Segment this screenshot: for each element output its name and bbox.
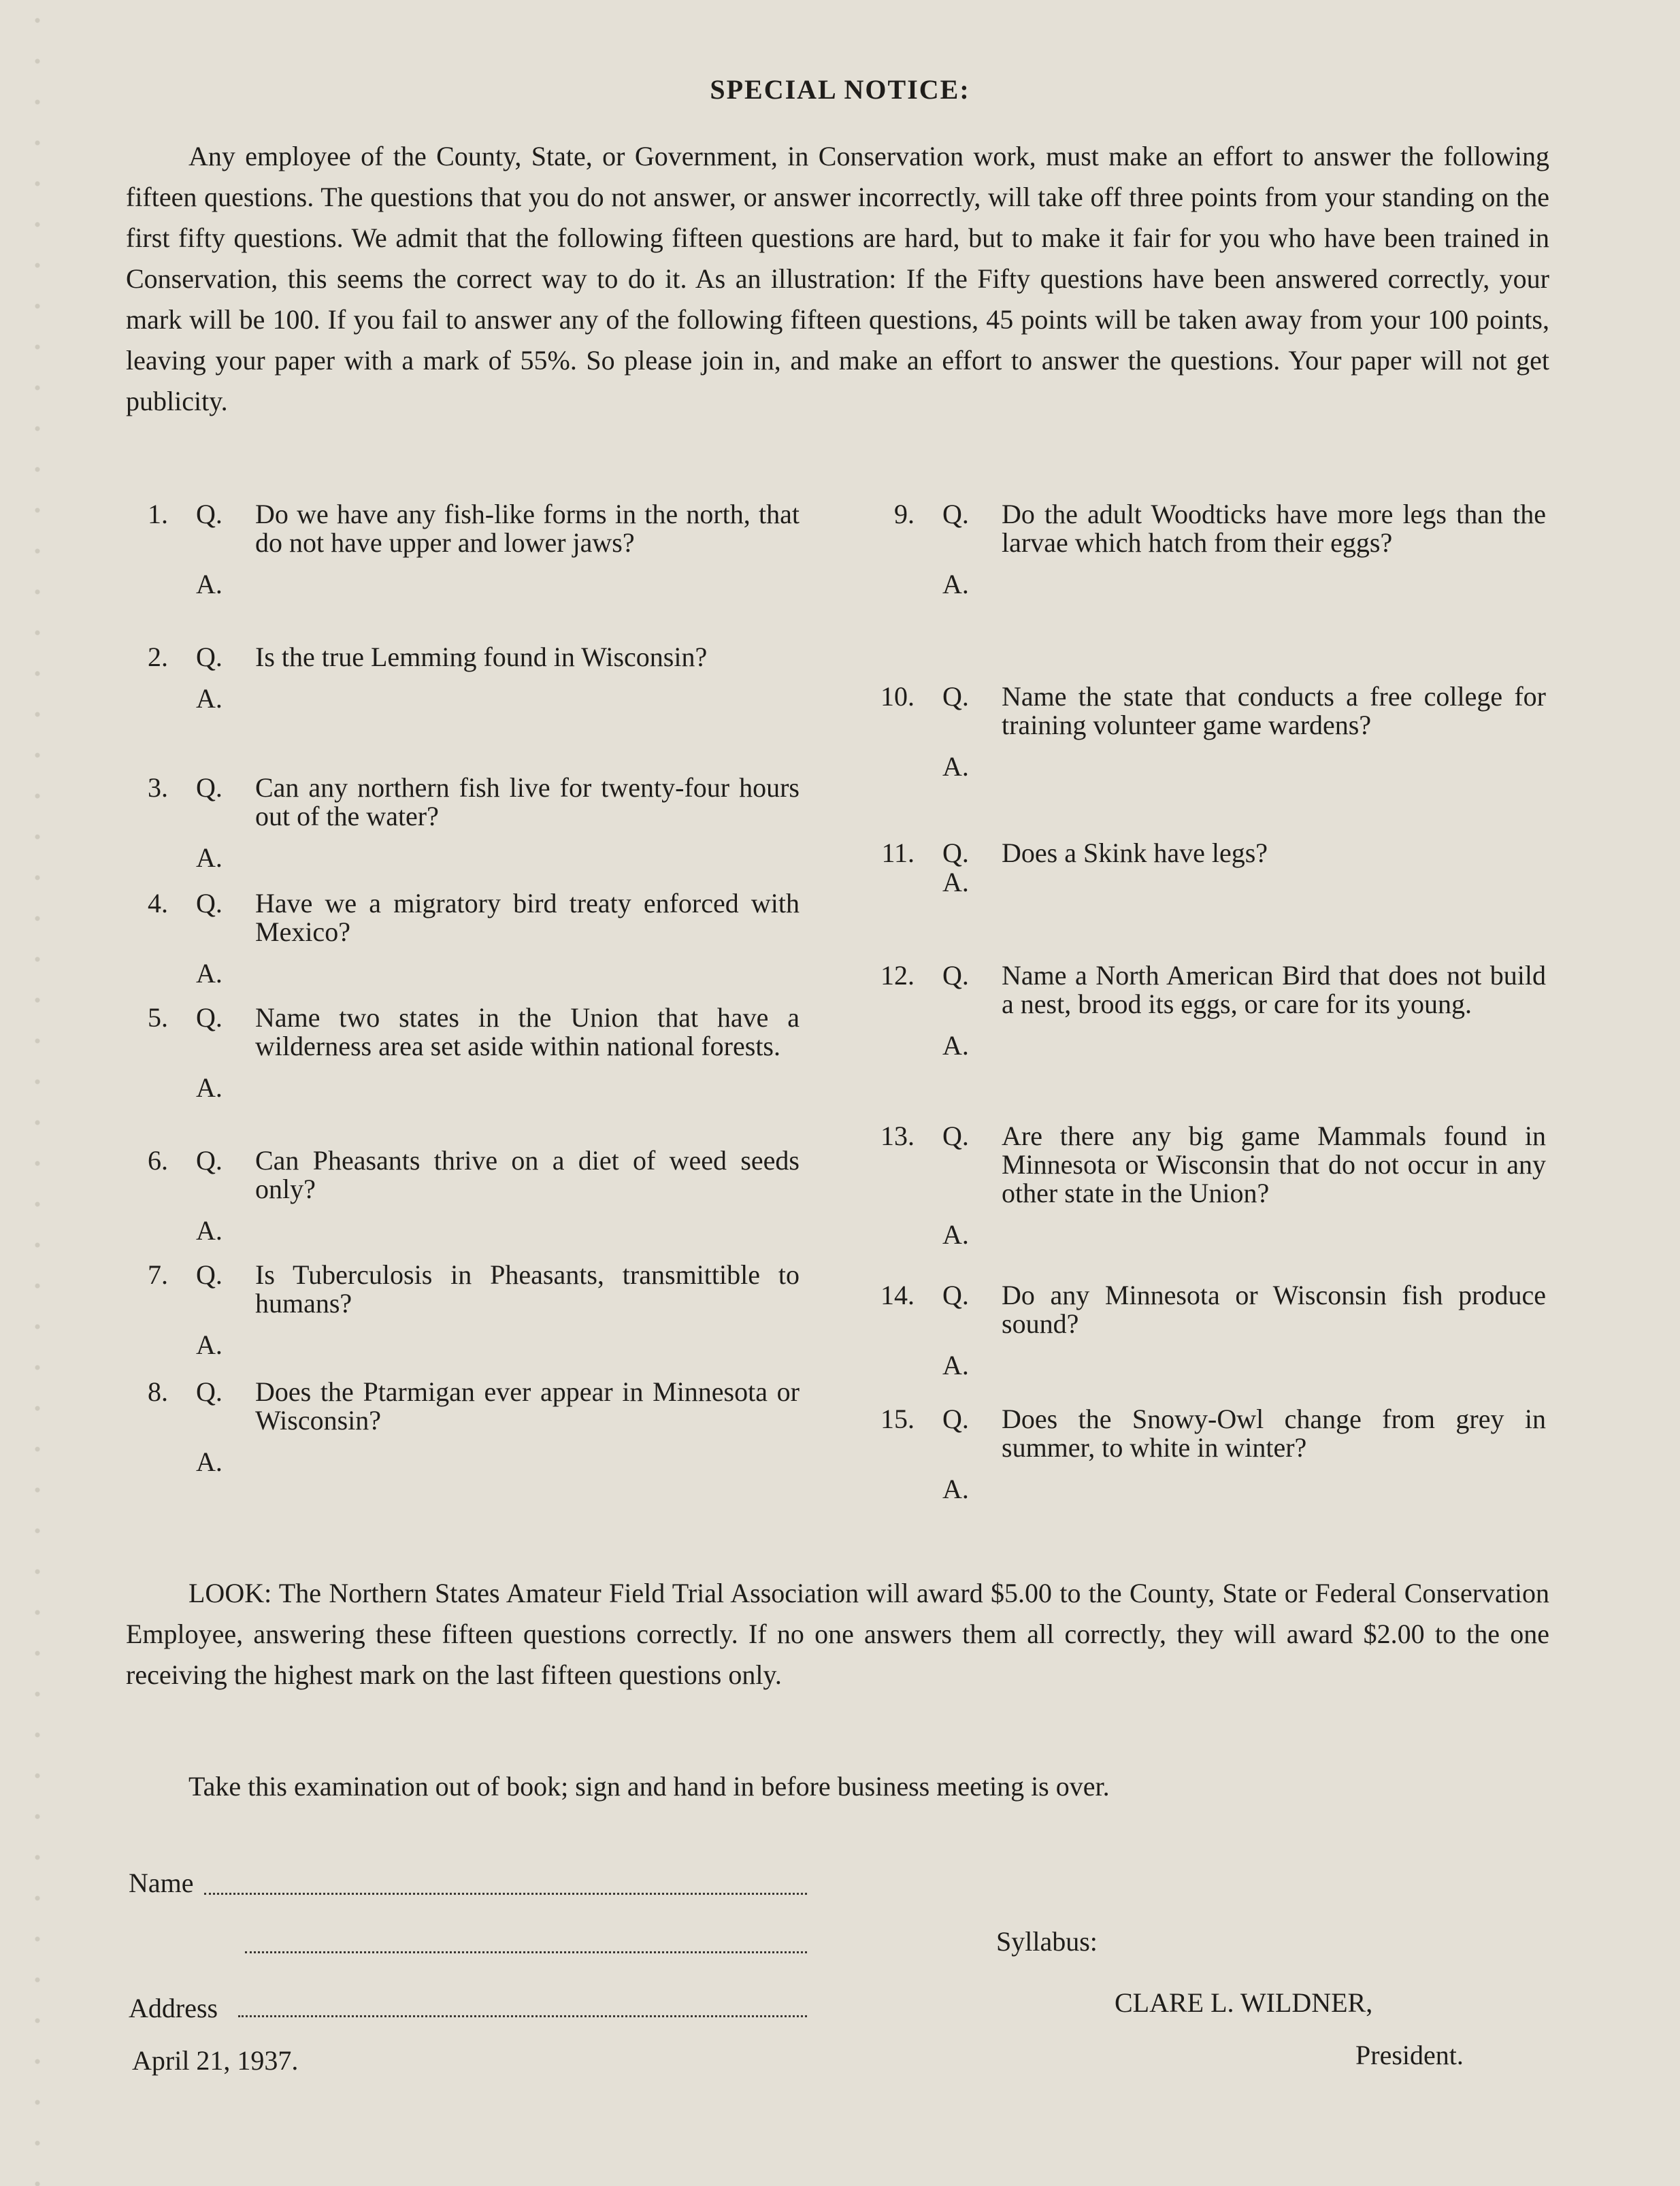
- question-text: Do any Minnesota or Wisconsin fish produce sound?: [1002, 1280, 1546, 1339]
- address-label: Address: [129, 1993, 218, 2023]
- question-item: [126, 774, 806, 889]
- look-paragraph: LOOK: The Northern States Amateur Field Trial Association will award $5.00 to the County, State or Federal Conservation Employee, answering these fifteen questions correctly. If no one answers them all correctly, they will award $2.00 to the one receiving the highest mark on the last fifteen questions only.: [126, 1578, 1549, 1690]
- question-text: Does the Ptarmigan ever appear in Minnesota or Wisconsin?: [255, 1376, 800, 1436]
- q-label: Q.: [942, 499, 969, 529]
- name-field[interactable]: [204, 1893, 807, 1895]
- question-number: 13.: [880, 1121, 915, 1151]
- instruction-paragraph: Take this examination out of book; sign and hand in before business meeting is over.: [188, 1771, 1110, 1802]
- question-number: 6.: [148, 1145, 168, 1176]
- signatory-role: President.: [1355, 2040, 1464, 2070]
- question-item: [872, 500, 1553, 682]
- question-number: 2.: [148, 642, 168, 672]
- answer-label: A.: [942, 569, 969, 599]
- question-number: 11.: [881, 838, 915, 868]
- question-text: Do we have any fish-like forms in the north, that do not have upper and lower jaws?: [255, 499, 800, 558]
- question-number: 3.: [148, 772, 168, 803]
- address-field[interactable]: [238, 2015, 807, 2017]
- answer-label: A.: [196, 683, 223, 714]
- question-number: 14.: [880, 1280, 915, 1310]
- question-item: [126, 1146, 806, 1261]
- question-item: [126, 500, 806, 643]
- question-number: 9.: [894, 499, 915, 529]
- page-title: SPECIAL NOTICE:: [710, 74, 970, 105]
- answer-label: A.: [942, 1219, 969, 1250]
- answer-label: A.: [196, 569, 223, 599]
- questions-column-right: [872, 500, 1553, 1514]
- question-number: 12.: [880, 960, 915, 991]
- question-text: Name the state that conducts a free college for training volunteer game wardens?: [1002, 681, 1546, 740]
- question-item: [126, 1261, 806, 1378]
- question-item: [126, 889, 806, 1004]
- question-item: [872, 1405, 1553, 1514]
- question-number: 4.: [148, 888, 168, 918]
- question-item: [872, 1122, 1553, 1281]
- question-item: [872, 961, 1553, 1122]
- q-label: Q.: [196, 642, 223, 672]
- q-label: Q.: [942, 838, 969, 868]
- name-field-line-2[interactable]: [245, 1951, 807, 1953]
- answer-label: A.: [942, 1474, 969, 1504]
- question-number: 1.: [148, 499, 168, 529]
- question-text: Can any northern fish live for twenty-four hours out of the water?: [255, 772, 800, 831]
- question-number: 10.: [880, 681, 915, 712]
- answer-label: A.: [942, 1350, 969, 1380]
- question-text: Are there any big game Mammals found in Minnesota or Wisconsin that do not occur in any other state in the Union?: [1002, 1121, 1546, 1208]
- answer-label: A.: [196, 1072, 223, 1103]
- q-label: Q.: [196, 772, 223, 803]
- question-item: [126, 1004, 806, 1146]
- question-item: [126, 1378, 806, 1493]
- answer-label: A.: [942, 751, 969, 782]
- signatory-name: CLARE L. WILDNER,: [1115, 1987, 1373, 2018]
- q-label: Q.: [942, 1404, 969, 1434]
- question-number: 8.: [148, 1376, 168, 1407]
- question-text: Have we a migratory bird treaty enforced with Mexico?: [255, 888, 800, 947]
- answer-label: A.: [196, 1329, 223, 1360]
- question-text: Does the Snowy-Owl change from grey in summer, to white in winter?: [1002, 1404, 1546, 1463]
- q-label: Q.: [942, 1121, 969, 1151]
- question-item: [872, 839, 1553, 961]
- question-number: 5.: [148, 1002, 168, 1033]
- question-item: [872, 682, 1553, 839]
- answer-label: A.: [196, 1215, 223, 1246]
- question-text: Name two states in the Union that have a wilderness area set aside within national forests.: [255, 1002, 800, 1061]
- q-label: Q.: [942, 681, 969, 712]
- date-text: April 21, 1937.: [132, 2045, 299, 2076]
- intro-paragraph: Any employee of the County, State, or Government, in Conservation work, must make an effort to answer the following fifteen questions. The questions that you do not answer, or answer incorrectly, will take off three points from your standing on the first fifty questions. We admit that the following fifteen questions are hard, but to make it fair for you who have been trained in Conservation, this seems the correct way to do it. As an illustration: If the Fifty questions have been answered correctly, your mark will be 100. If you fail to answer any of the following fifteen questions, 45 points will be taken away from your 100 points, leaving your paper with a mark of 55%. So please join in, and make an effort to answer the questions. Your paper will not get publicity.: [126, 141, 1549, 416]
- q-label: Q.: [942, 960, 969, 991]
- questions-column-left: [126, 500, 806, 1493]
- question-text: Is the true Lemming found in Wisconsin?: [255, 642, 708, 672]
- q-label: Q.: [196, 499, 223, 529]
- q-label: Q.: [942, 1280, 969, 1310]
- question-text: Does a Skink have legs?: [1002, 838, 1268, 868]
- answer-label: A.: [196, 1446, 223, 1477]
- answer-label: A.: [196, 842, 223, 873]
- syllabus-label: Syllabus:: [996, 1926, 1098, 1957]
- question-text: Can Pheasants thrive on a diet of weed seeds only?: [255, 1145, 800, 1204]
- answer-label: A.: [942, 867, 969, 897]
- question-number: 7.: [148, 1259, 168, 1290]
- question-item: [872, 1281, 1553, 1405]
- q-label: Q.: [196, 1145, 223, 1176]
- q-label: Q.: [196, 1259, 223, 1290]
- question-number: 15.: [880, 1404, 915, 1434]
- question-text: Is Tuberculosis in Pheasants, transmittible to humans?: [255, 1259, 800, 1319]
- question-text: Name a North American Bird that does not build a nest, brood its eggs, or care for its young.: [1002, 960, 1546, 1019]
- q-label: Q.: [196, 1376, 223, 1407]
- q-label: Q.: [196, 1002, 223, 1033]
- answer-label: A.: [942, 1030, 969, 1061]
- name-label: Name: [129, 1868, 194, 1898]
- question-item: [126, 643, 806, 774]
- question-text: Do the adult Woodticks have more legs than the larvae which hatch from their eggs?: [1002, 499, 1546, 558]
- q-label: Q.: [196, 888, 223, 918]
- answer-label: A.: [196, 958, 223, 989]
